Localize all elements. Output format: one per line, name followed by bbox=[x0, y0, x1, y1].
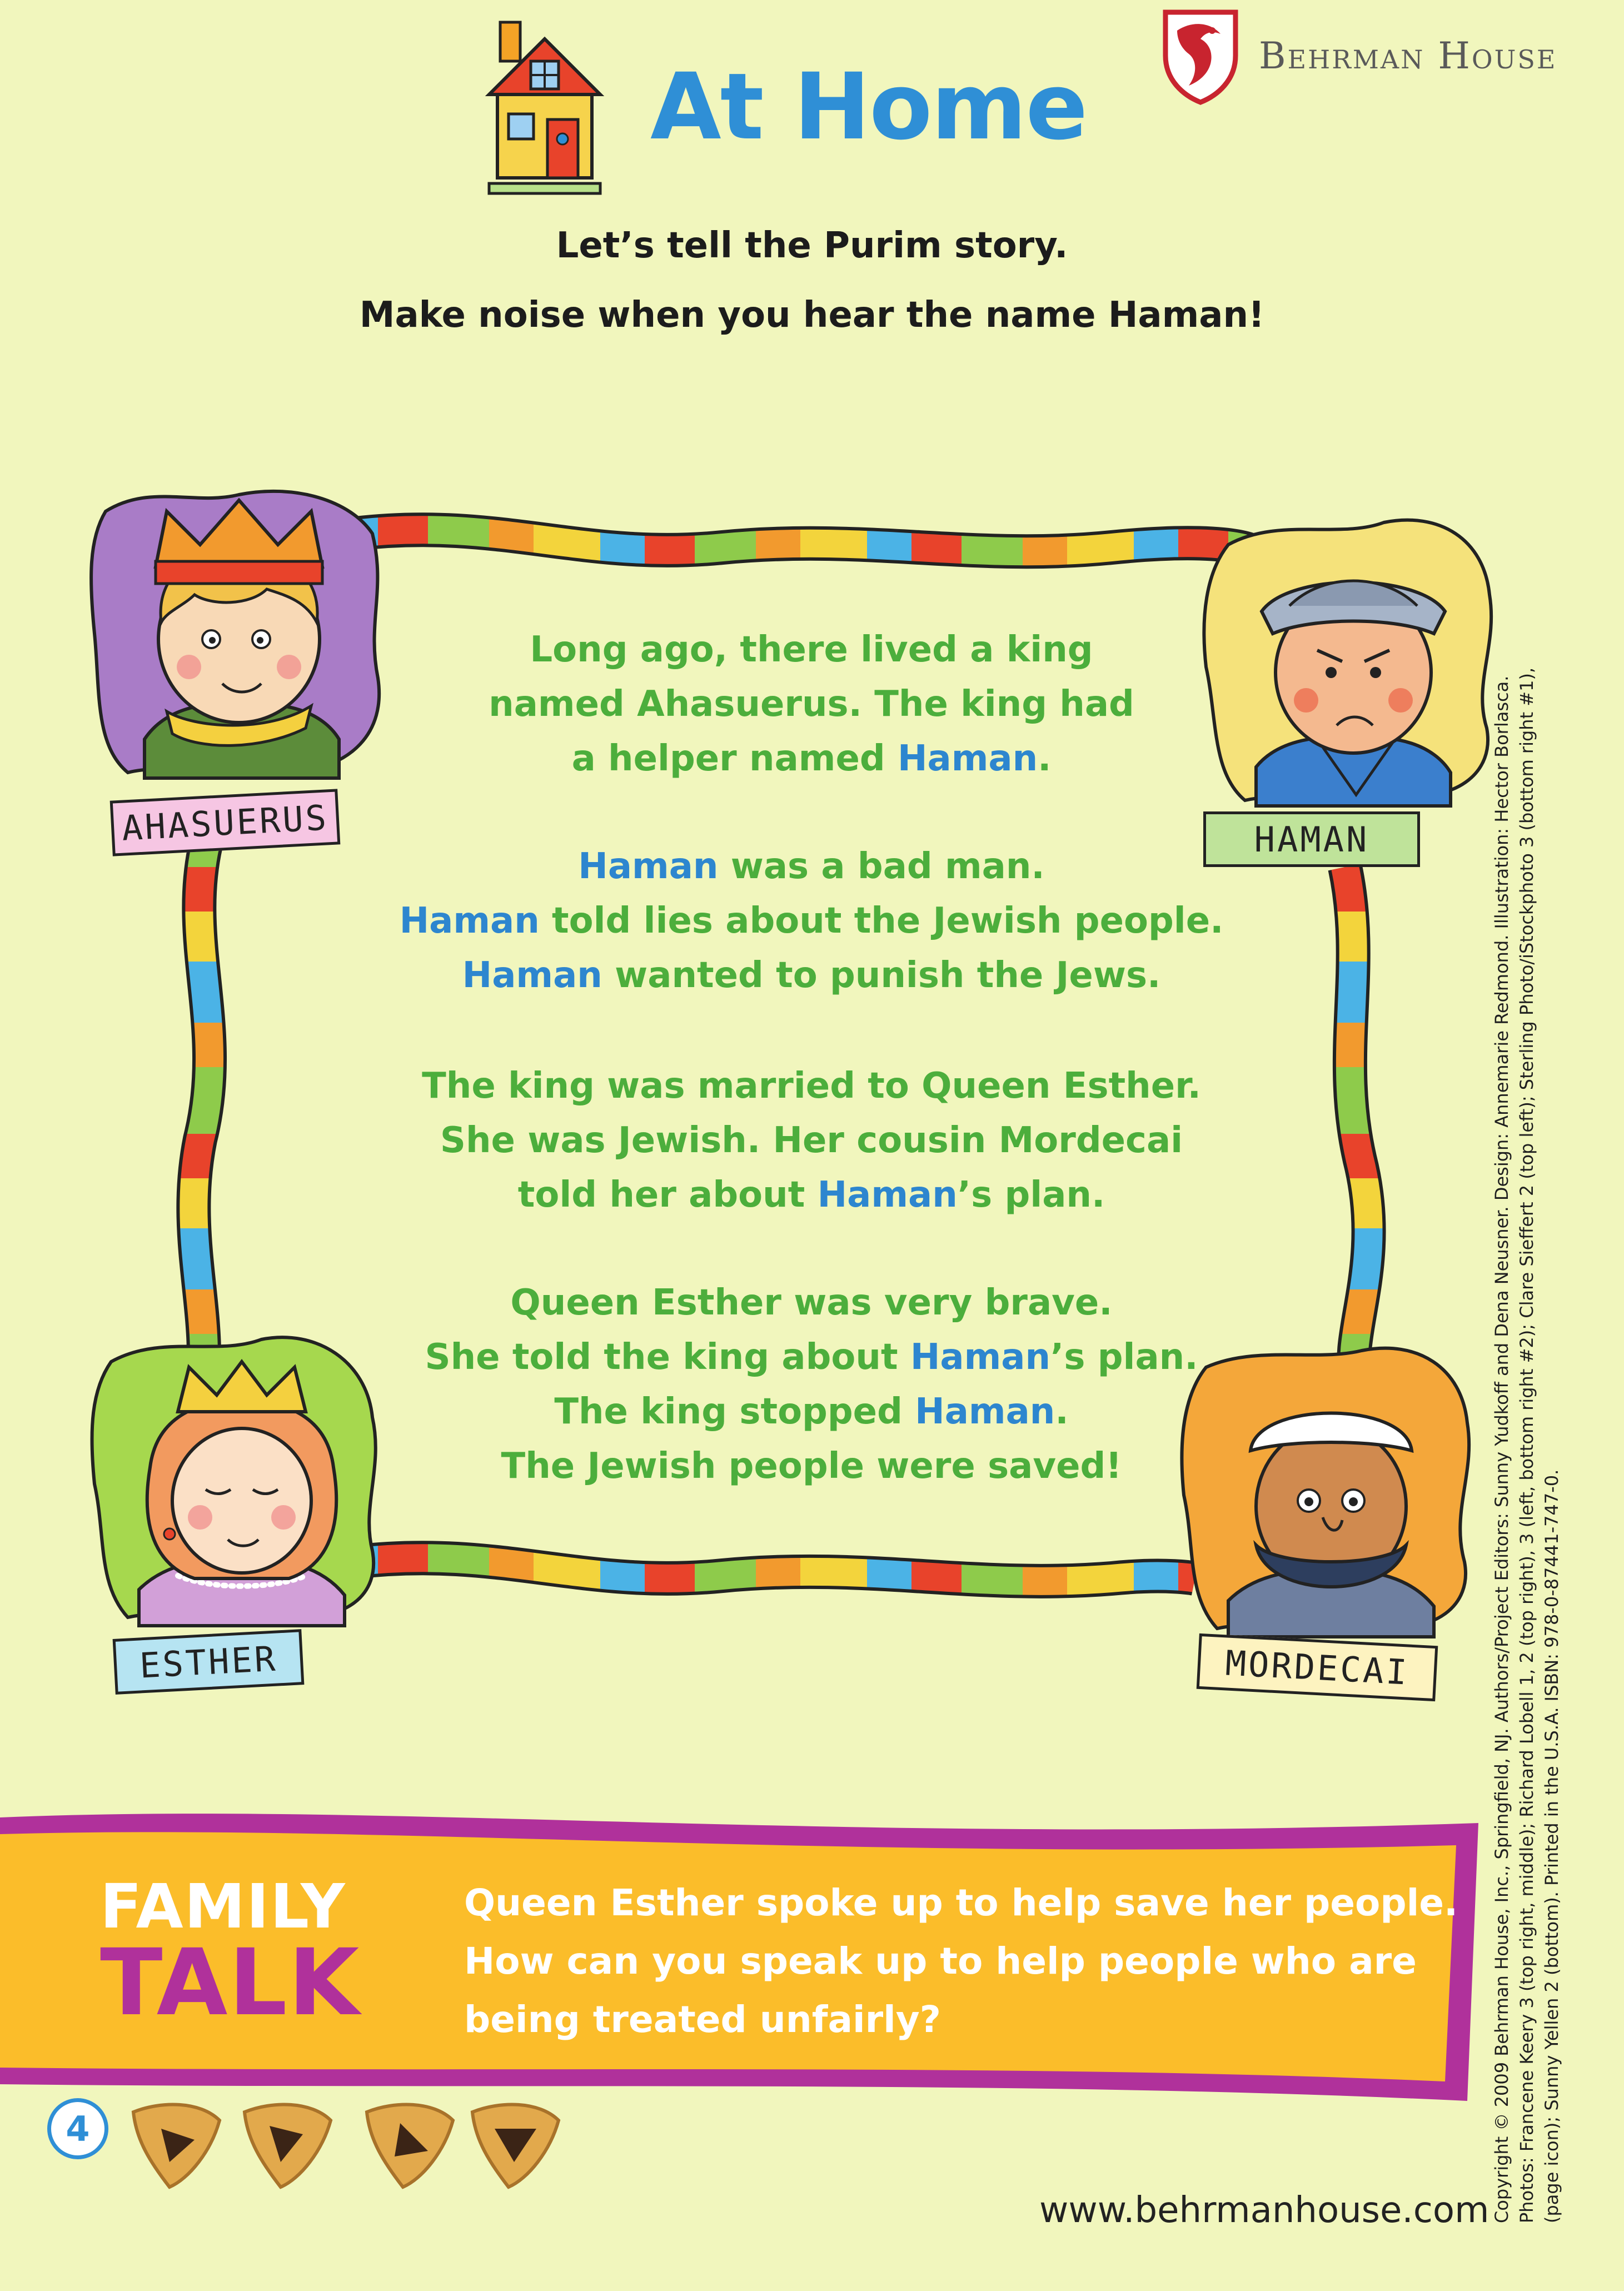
story-line: She told the king about Haman’s plan. bbox=[425, 1337, 1198, 1378]
family-talk-heading-talk: TALK bbox=[100, 1929, 361, 2036]
story-line: Haman told lies about the Jewish people. bbox=[399, 900, 1224, 942]
story-line: She was Jewish. Her cousin Mordecai bbox=[440, 1120, 1183, 1161]
hamantash-icon bbox=[461, 2090, 567, 2195]
house-icon bbox=[478, 17, 611, 200]
story-line: The king stopped Haman. bbox=[554, 1391, 1069, 1432]
king-portrait bbox=[83, 478, 395, 789]
name-tag-king: AHASUERUS bbox=[110, 789, 341, 856]
haman-name: Haman bbox=[399, 900, 540, 942]
family-talk-line: Queen Esther spoke up to help save her people. bbox=[464, 1881, 1458, 1924]
story-paragraph-1 bbox=[311, 622, 1312, 786]
story-line: Queen Esther was very brave. bbox=[510, 1282, 1113, 1323]
shield-icon bbox=[1159, 6, 1242, 106]
copyright-line: Photos: Francene Keery 3 (top right, middle); Richard Lobell 1, 2 (top right), 3 (left, bottom right #2); Clare Sieffert 2 (top left); Sterling Photo/iStockphoto 3 (bottom right #1), bbox=[1516, 667, 1537, 2223]
copyright-line: (page icon); Sunny Yellen 2 (bottom). Printed in the U.S.A. ISBN: 978-0-87441-747-0. bbox=[1541, 1469, 1562, 2223]
copyright-notice bbox=[1490, 556, 1565, 2223]
story-line: named Ahasuerus. The king had bbox=[489, 684, 1134, 725]
story-line: a helper named Haman. bbox=[571, 738, 1052, 779]
haman-name: Haman bbox=[915, 1391, 1055, 1432]
family-talk-line: being treated unfairly? bbox=[464, 1998, 941, 2041]
intro-line-1: Let’s tell the Purim story. bbox=[556, 225, 1068, 266]
story-paragraph-4 bbox=[311, 1276, 1312, 1493]
name-tag-esther: ESTHER bbox=[113, 1629, 305, 1695]
hamantash-icon bbox=[122, 2090, 228, 2195]
publisher-name: Behrman House bbox=[1259, 34, 1557, 77]
haman-name: Haman bbox=[462, 955, 602, 996]
story-line: The Jewish people were saved! bbox=[501, 1446, 1122, 1487]
name-tag-haman: HAMAN bbox=[1203, 811, 1420, 867]
haman-portrait bbox=[1195, 506, 1506, 817]
website-link[interactable]: www.behrmanhouse.com bbox=[1039, 2190, 1490, 2231]
haman-name: Haman bbox=[897, 738, 1038, 779]
name-tag-mordecai: MORDECAI bbox=[1197, 1633, 1438, 1701]
haman-name: Haman bbox=[578, 846, 719, 887]
family-talk-line: How can you speak up to help people who are bbox=[464, 1940, 1417, 1983]
page-title: At Home bbox=[650, 53, 1087, 160]
haman-name: Haman bbox=[817, 1174, 958, 1216]
haman-name: Haman bbox=[910, 1337, 1051, 1378]
esther-portrait bbox=[83, 1323, 395, 1634]
copyright-line: Copyright © 2009 Behrman House, Inc., Springfield, NJ. Authors/Project Editors: Sunny Yudkoff and Dena Neusner. Design: Annemarie Redmond. Illustration: Hector Borlasca. bbox=[1491, 675, 1512, 2223]
mordecai-portrait bbox=[1173, 1334, 1484, 1645]
story-line: Haman wanted to punish the Jews. bbox=[462, 955, 1161, 996]
family-talk-heading-family: FAMILY bbox=[100, 1871, 346, 1942]
page-number: 4 bbox=[47, 2098, 108, 2159]
story-paragraph-3 bbox=[311, 1059, 1312, 1222]
hamantash-icon bbox=[356, 2090, 461, 2195]
story-paragraph-2 bbox=[311, 839, 1312, 1003]
intro-line-2: Make noise when you hear the name Haman! bbox=[359, 295, 1265, 336]
story-line: The king was married to Queen Esther. bbox=[422, 1065, 1201, 1107]
story-line: told her about Haman’s plan. bbox=[517, 1174, 1105, 1216]
story-line: Long ago, there lived a king bbox=[530, 629, 1093, 670]
story-line: Haman was a bad man. bbox=[578, 846, 1045, 887]
publisher-logo bbox=[1159, 0, 1603, 111]
hamantash-icon bbox=[233, 2090, 339, 2195]
